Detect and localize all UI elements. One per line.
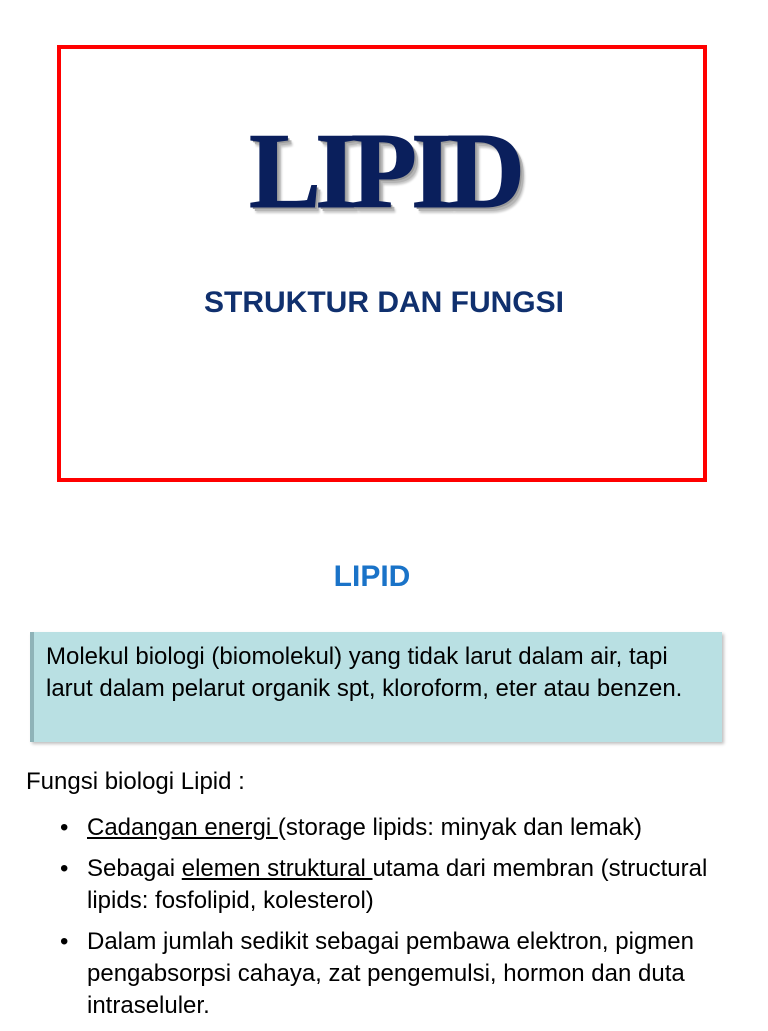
section-heading: LIPID [333, 560, 411, 593]
slide-title: LIPID [248, 112, 520, 231]
bullet-icon: • [60, 855, 69, 882]
bullet-icon: • [60, 814, 69, 841]
bullet-icon: • [60, 928, 69, 955]
functions-list [60, 812, 750, 1031]
list-item [60, 853, 750, 917]
definition-text: Molekul biologi (biomolekul) yang tidak larut dalam air, tapi larut dalam pelarut organik spt, kloroform, eter atau benzen. [46, 643, 683, 702]
list-item [60, 926, 750, 1022]
list-item-underlined: Cadangan energi [87, 814, 278, 841]
list-item [60, 812, 750, 844]
list-item-text: (storage lipids: minyak dan lemak) [277, 814, 642, 841]
definition-box [30, 632, 722, 742]
list-item-prefix: Sebagai [87, 855, 182, 882]
list-item-text: utama dari membran (structural lipids: fosfolipid, kolesterol) [87, 855, 708, 914]
slide-subtitle: STRUKTUR DAN FUNGSI [204, 286, 564, 319]
list-item-underlined: elemen struktural [181, 855, 373, 882]
title-slide-frame [57, 45, 707, 482]
functions-title: Fungsi biologi Lipid : [26, 768, 245, 795]
list-item-text: Dalam jumlah sedikit sebagai pembawa elektron, pigmen pengabsorpsi cahaya, zat pengemulsi, hormon dan duta intraseluler. [87, 928, 694, 1019]
